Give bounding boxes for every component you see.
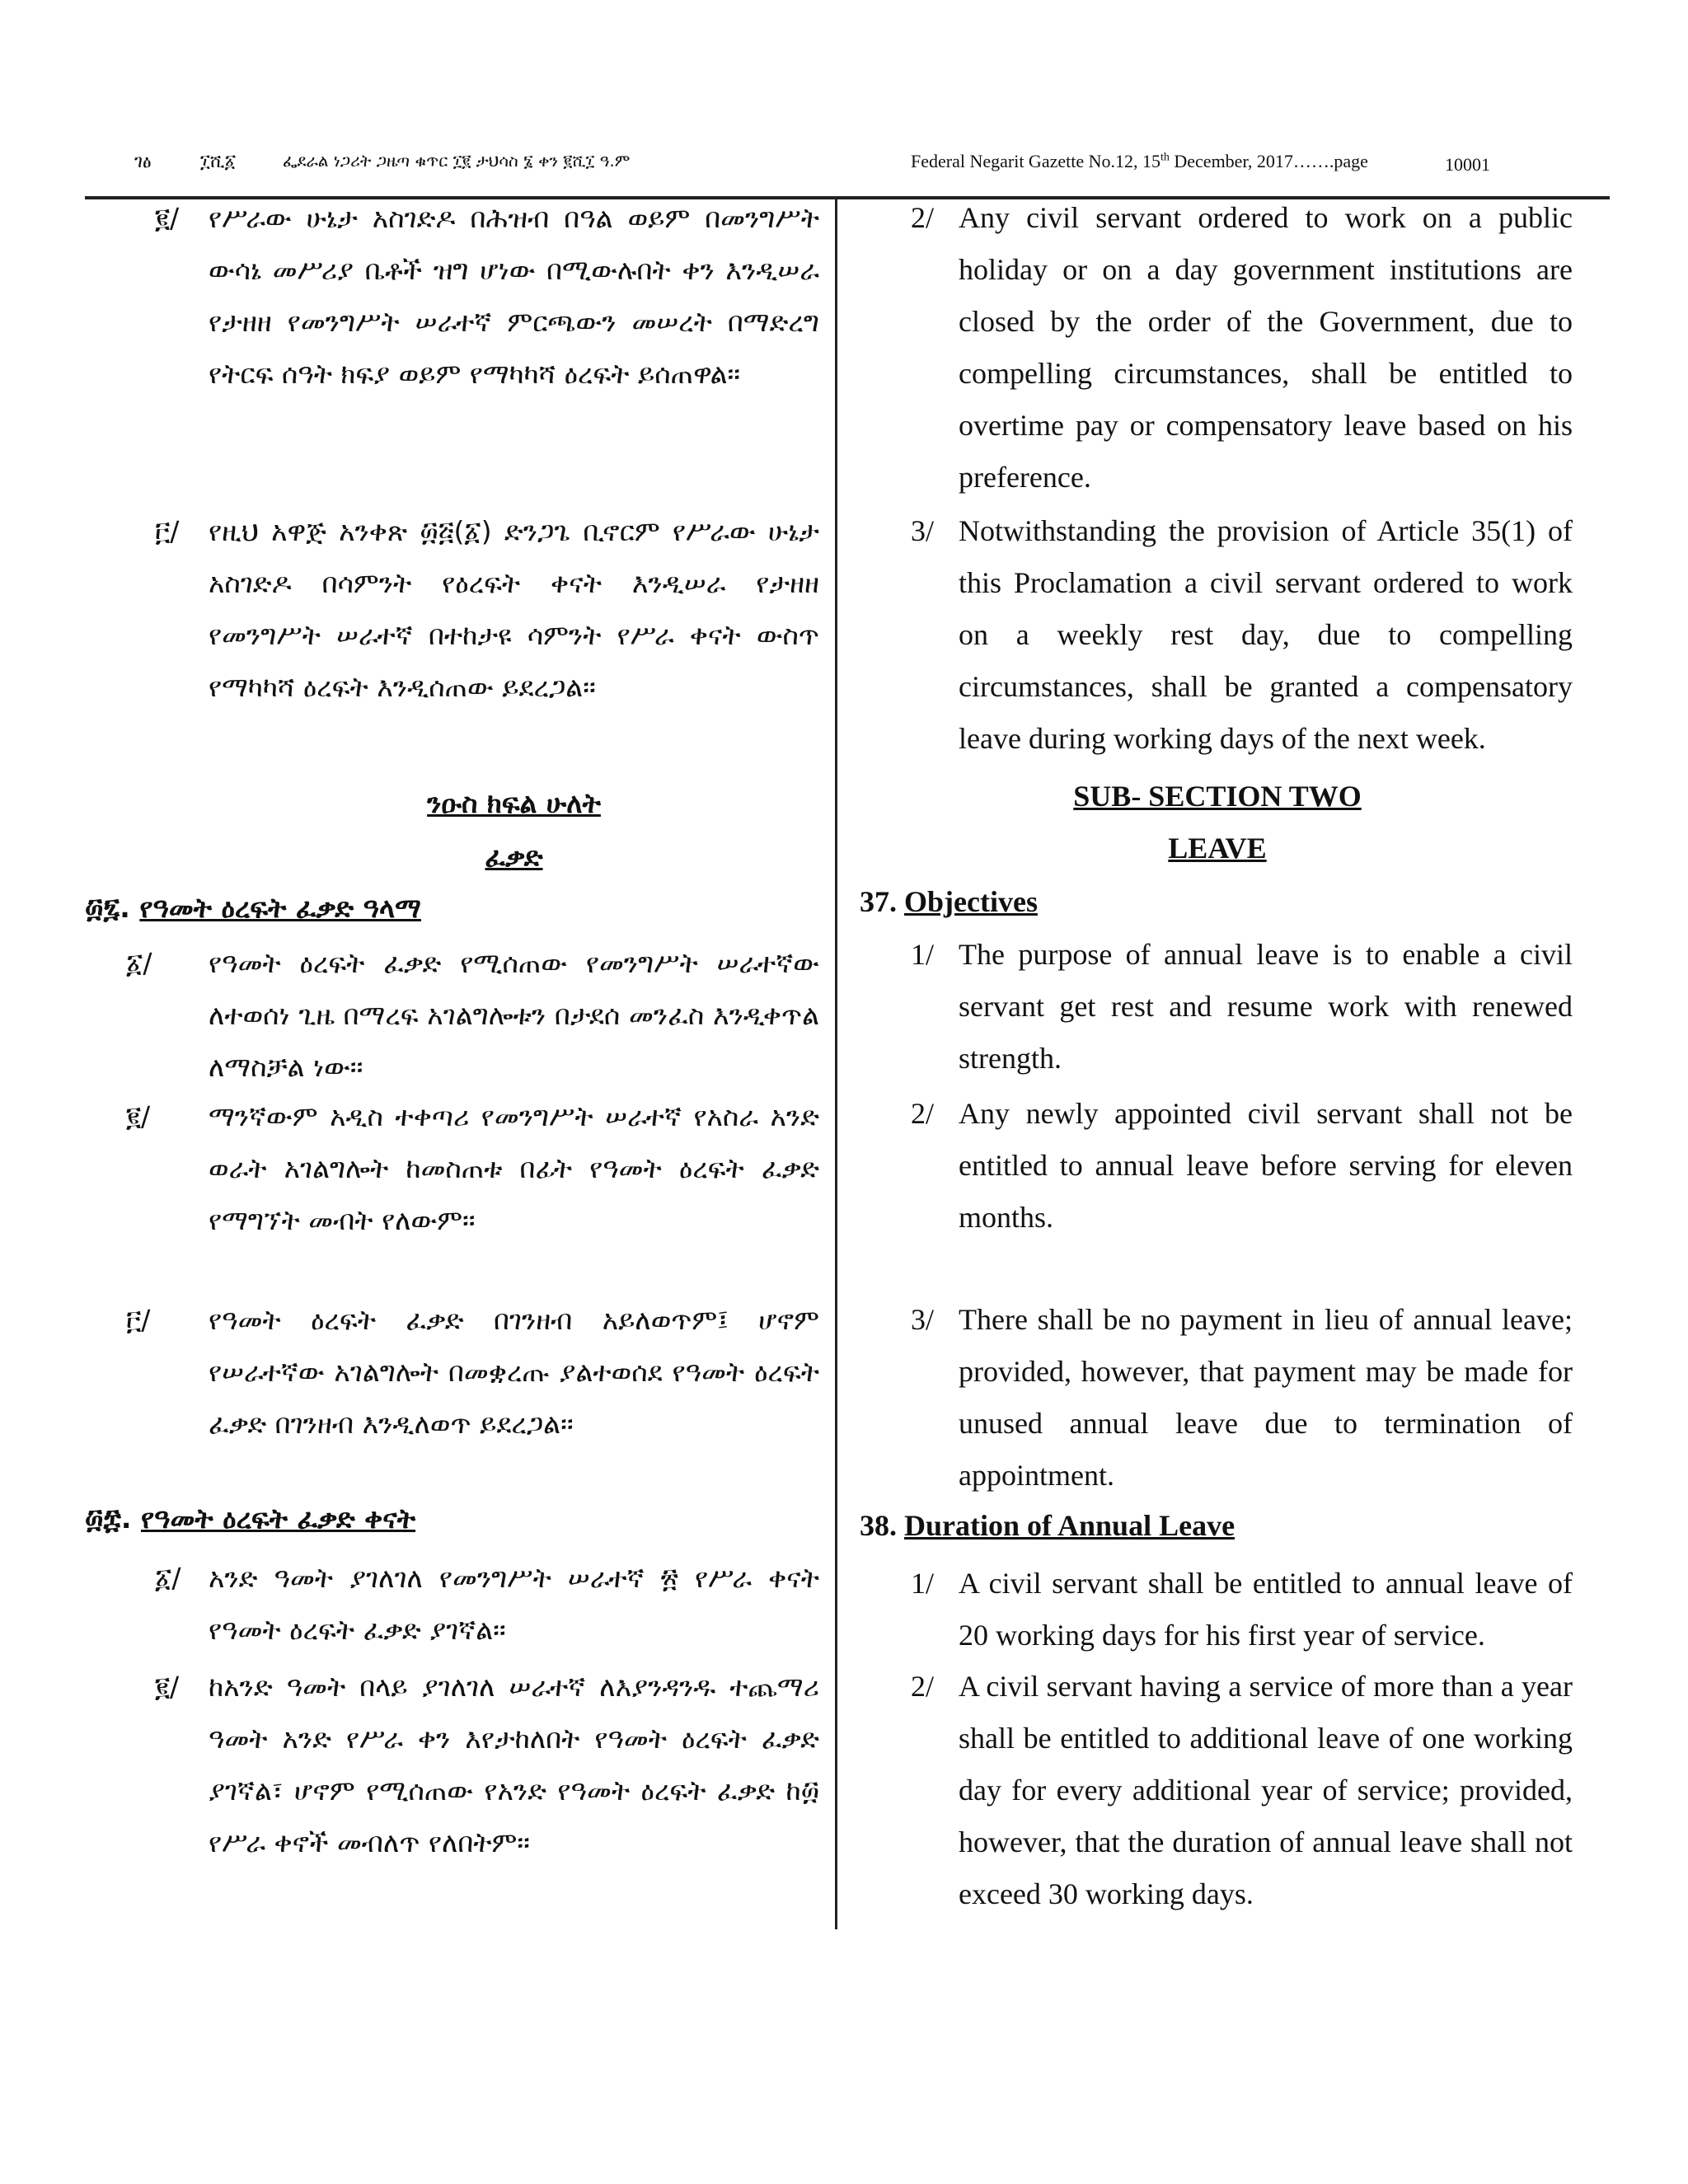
left-subsection-heading: ንዑስ ክፍል ሁለት: [427, 787, 601, 819]
header-gazette-title-en: [911, 151, 1368, 172]
left-item-num: ፩/: [126, 947, 152, 979]
right-article-38-title: Duration of Annual Leave: [904, 1509, 1236, 1542]
right-article-37-heading: [860, 884, 1038, 919]
left-item-text: የዓመት ዕረፍት ፈቃድ የሚሰጠው የመንግሥት ሠራተኛው ለተወሰነ ጊዜ በማረፍ አገልግሎቱን በታደሰ መንፈስ እንዲቀጥል ለማስቻል ነው፡፡: [209, 947, 819, 1083]
left-article-37-heading: [85, 892, 421, 925]
left-article-37-number: ፴፯.: [85, 892, 130, 924]
left-article-37-title: የዓመት ዕረፍት ፈቃድ ዓላማ: [139, 892, 421, 924]
right-item-text: Any newly appointed civil servant shall not be entitled to annual leave before serving for eleven months.: [959, 1097, 1573, 1234]
left-article-38-heading: [85, 1502, 415, 1535]
right-leave-heading: LEAVE: [1168, 832, 1267, 865]
right-article-37-number: 37.: [860, 885, 897, 918]
left-item-text: አንድ ዓመት ያገለገለ የመንግሥት ሠራተኛ ፳ የሥራ ቀናት የዓመት ዕረፍት ፈቃድ ያገኛል፡፡: [209, 1562, 819, 1646]
right-item-num: 3/: [911, 1303, 935, 1336]
header-page-label-am: ገፅ: [134, 151, 152, 171]
left-item-text: የዚህ አዋጅ አንቀጽ ፴፭(፩) ድንጋጌ ቢኖርም የሥራው ሁኔታ አስገድዶ በሳምንት የዕረፍት ቀናት እንዲሠራ የታዘዘ የመንግሥት ሠራተኛ በተከታዩ ሳምንት የሥራ ቀናት ውስጥ የማካካሻ ዕረፍት እንዲሰጠው ይደረጋል፡፡: [209, 515, 819, 703]
right-item-num: 2/: [911, 1097, 935, 1130]
left-item-num: ፪/: [126, 1100, 151, 1132]
header-gazette-title-am: ፌደራል ነጋሪት ጋዜጣ ቁጥር ፲፪ ታህሳስ ፮ ቀን ፪ሺ፲ ዓ.ም: [283, 151, 631, 171]
right-subsection-heading: SUB- SECTION TWO: [1073, 780, 1362, 813]
left-item-text: ከአንድ ዓመት በላይ ያገለገለ ሠራተኛ ለእያንዳንዱ ተጨማሪ ዓመት አንድ የሥራ ቀን እየታከለበት የዓመት ዕረፍት ፈቃድ ያገኛል፣ ሆኖም የሚሰጠው የአንድ የዓመት ዕረፍት ፈቃድ ከ፴ የሥራ ቀኖች መብለጥ የለበትም፡፡: [209, 1671, 819, 1858]
left-item-text: ማንኛውም አዲስ ተቀጣሪ የመንግሥት ሠራተኛ የአስራ አንድ ወራት አገልግሎት ከመስጠቱ በፊት የዓመት ዕረፍት ፈቃድ የማግኘት መብት የለውም፡፡: [209, 1100, 819, 1236]
right-item-num: 1/: [911, 938, 935, 971]
right-item-num: 2/: [911, 201, 935, 234]
right-item-text: There shall be no payment in lieu of annual leave; provided, however, that payment may be made for unused annual leave due to termination of appointment.: [959, 1303, 1573, 1492]
left-item-num: ፫/: [126, 1304, 151, 1336]
header-gazette-en-sup: th: [1160, 151, 1170, 164]
right-item-text: Notwithstanding the provision of Article 35(1) of this Proclamation a civil servant ordered to work on a weekly rest day, due to compelling circumstances, shall be granted a compensatory leave during working days of the next week.: [959, 514, 1573, 755]
right-item-num: 2/: [911, 1670, 935, 1703]
header-gazette-en-post: December, 2017…….page: [1169, 151, 1368, 171]
left-item-num: ፩/: [155, 1562, 181, 1594]
column-divider: [835, 196, 837, 1929]
left-item-text: የዓመት ዕረፍት ፈቃድ በገንዘብ አይለወጥም፤ ሆኖም የሠራተኛው አገልግሎት በመቋረጡ ያልተወሰደ የዓመት ዕረፍት ፈቃድ በገንዘብ እንዲለወጥ ይደረጋል፡፡: [209, 1304, 819, 1440]
right-item-text: Any civil servant ordered to work on a public holiday or on a day government institutions are closed by the order of the Government, due to compelling circumstances, shall be entitled to overtime pay or compensatory leave based on his preference.: [959, 201, 1573, 494]
right-item-num: 1/: [911, 1567, 935, 1600]
left-item-text: የሥራው ሁኔታ አስገድዶ በሕዝብ በዓል ወይም በመንግሥት ውሳኔ መሥሪያ ቤቶች ዝግ ሆነው በሚውሉበት ቀን እንዲሠራ የታዘዘ የመንግሥት ሠራተኛ ምርጫውን መሠረት በማድረግ የትርፍ ሰዓት ክፍያ ወይም የማካካሻ ዕረፍት ይሰጠዋል፡፡: [209, 202, 819, 390]
left-item-num: ፪/: [155, 1671, 180, 1703]
right-article-37-title: Objectives: [904, 885, 1038, 918]
left-item-num: ፫/: [155, 515, 180, 547]
right-item-num: 3/: [911, 514, 935, 547]
right-item-text: The purpose of annual leave is to enable a civil servant get rest and resume work with renewed strength.: [959, 938, 1573, 1075]
right-item-text: A civil servant shall be entitled to annual leave of 20 working days for his first year of service.: [959, 1567, 1573, 1652]
left-article-38-title: የዓመት ዕረፍት ፈቃድ ቀናት: [140, 1502, 416, 1535]
left-article-38-number: ፴፰.: [85, 1502, 132, 1535]
right-item-text: A civil servant having a service of more than a year shall be entitled to additional leave of one working day for every additional year of service; provided, however, that the duration of annual leave shall not exceed 30 working days.: [959, 1670, 1573, 1910]
header-page-number-am: ፲ሺ፩: [200, 151, 237, 171]
right-article-38-number: 38.: [860, 1509, 897, 1542]
right-article-38-heading: [860, 1508, 1235, 1543]
header-gazette-en-pre: Federal Negarit Gazette No.12, 15: [911, 151, 1160, 171]
left-item-num: ፪/: [155, 202, 180, 234]
header-page-number-en: 10001: [1445, 154, 1490, 175]
left-leave-heading: ፈቃድ: [485, 841, 543, 873]
